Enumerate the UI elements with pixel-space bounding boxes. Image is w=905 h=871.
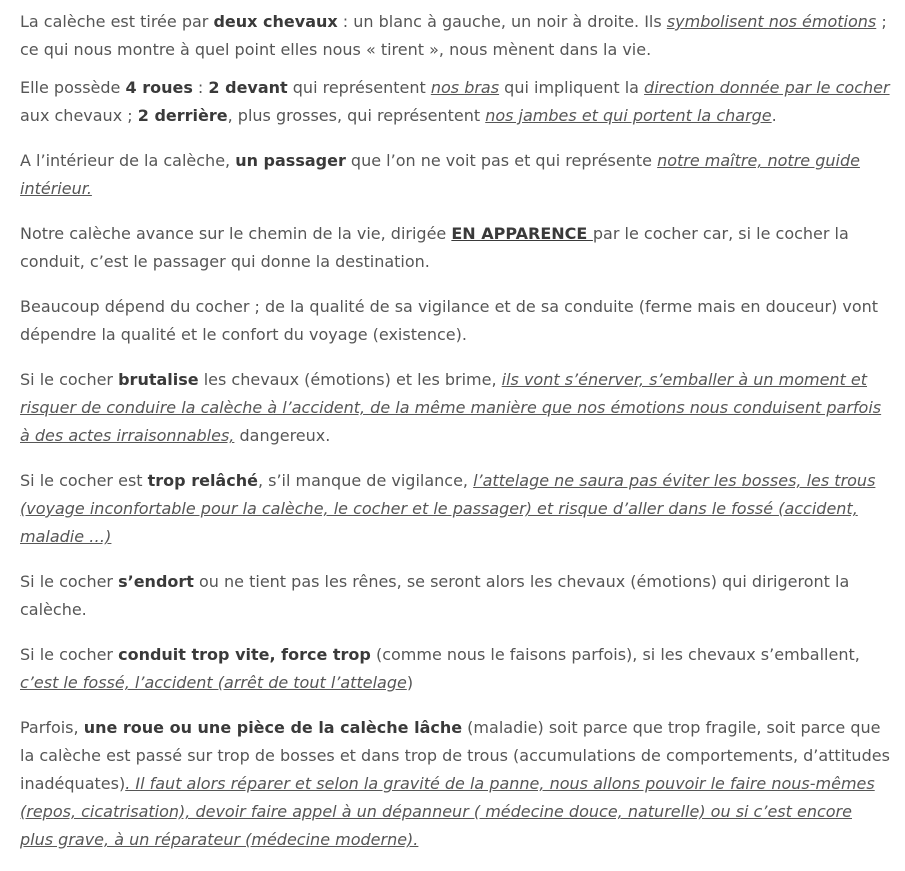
text-run: ou ne tient pas les rênes, se seront alors les chevaux (émotions) qui dirigeront la calèche. (20, 572, 850, 619)
text-run: Notre calèche avance sur le chemin de la vie, dirigée (20, 224, 452, 243)
text-run: A l’intérieur de la calèche, (20, 151, 236, 170)
bold-text: 4 roues (125, 78, 193, 97)
bold-text: s’endort (118, 572, 194, 591)
text-run: Beaucoup dépend du cocher ; de la qualité de sa vigilance et de sa conduite (ferme mais en douceur) vont dépendre la qualité et le confort du voyage (existence). (20, 297, 879, 344)
underlined-italic-text: c’est le fossé, l’accident (arrêt de tout l’attelage (20, 673, 407, 692)
paragraph-brutalise (20, 366, 890, 450)
bold-text: brutalise (118, 370, 199, 389)
paragraph-panne (20, 714, 890, 854)
bold-text: trop relâché (147, 471, 258, 490)
bold-text: un passager (235, 151, 346, 170)
underlined-italic-text: nos bras (430, 78, 500, 97)
text-run: Si le cocher (20, 370, 119, 389)
text-run: . (771, 106, 777, 125)
text-run: , plus grosses, qui représentent (227, 106, 486, 125)
paragraph-cocher (20, 293, 890, 349)
underlined-italic-text: . Il faut alors réparer et selon la gravité de la panne, nous allons pouvoir le faire nous-mêmes (repos, cicatrisation), devoir faire appel à un dépanneur ( médecine douce, naturelle) ou si c’est encore plus grave, à un réparateur (médecine moderne). (20, 774, 875, 849)
text-run: ) (406, 673, 414, 692)
bold-underlined-text: EN APPARENCE (451, 224, 593, 243)
bold-text: 2 derrière (137, 106, 228, 125)
underlined-italic-text: notre maître, notre guide intérieur. (20, 151, 860, 198)
paragraph-chevaux (20, 8, 890, 64)
text-run: (comme nous le faisons parfois), si les chevaux s’emballent, (370, 645, 860, 664)
text-run: : un blanc à gauche, un noir à droite. Ils (337, 12, 667, 31)
text-run: dangereux. (234, 426, 331, 445)
text-run: que l’on ne voit pas et qui représente (345, 151, 658, 170)
paragraph-trop-vite (20, 641, 890, 697)
text-run: , s’il manque de vigilance, (257, 471, 474, 490)
text-run: aux chevaux ; (20, 106, 138, 125)
bold-text: conduit trop vite, force trop (118, 645, 371, 664)
underlined-italic-text: direction donnée par le cocher (644, 78, 890, 97)
text-run: Elle possède (20, 78, 126, 97)
bold-text: une roue ou une pièce de la calèche lâche (83, 718, 463, 737)
text-run: La calèche est tirée par (20, 12, 214, 31)
text-run: ; ce qui nous montre à quel point elles nous « tirent », nous mènent dans la vie. (20, 12, 887, 59)
text-run: par le cocher car, si le cocher la conduit, c’est le passager qui donne la destination. (20, 224, 849, 271)
paragraph-endort (20, 568, 890, 624)
underlined-italic-text: nos jambes et qui portent la charge (485, 106, 772, 125)
text-run: les chevaux (émotions) et les brime, (198, 370, 502, 389)
bold-text: deux chevaux (213, 12, 338, 31)
article-body (20, 8, 890, 871)
text-run: Parfois, (20, 718, 84, 737)
text-run: qui représentent (287, 78, 431, 97)
paragraph-passager (20, 147, 890, 203)
underlined-italic-text: symbolisent nos émotions (666, 12, 877, 31)
paragraph-chemin (20, 220, 890, 276)
underlined-italic-text: l’attelage ne saura pas éviter les bosses, les trous (voyage inconfortable pour la calèche, le cocher et le passager) et risque d’aller dans le fossé (accident, maladie …) (20, 471, 876, 546)
text-run: Si le cocher est (20, 471, 148, 490)
underlined-italic-text: ils vont s’énerver, s’emballer à un moment et risquer de conduire la calèche à l’accident, de la même manière que nos émotions nous conduisent parfois à des actes irraisonnables, (20, 370, 882, 445)
paragraph-roues (20, 74, 890, 130)
text-run: qui impliquent la (499, 78, 645, 97)
text-run: Si le cocher (20, 645, 119, 664)
paragraph-relache (20, 467, 890, 551)
text-run: Si le cocher (20, 572, 119, 591)
text-run: : (192, 78, 209, 97)
bold-text: 2 devant (208, 78, 288, 97)
text-run: (maladie) soit parce que trop fragile, soit parce que la calèche est passé sur trop de bosses et dans trop de trous (accumulations de comportements, d’attitudes inadéquates) (20, 718, 890, 793)
